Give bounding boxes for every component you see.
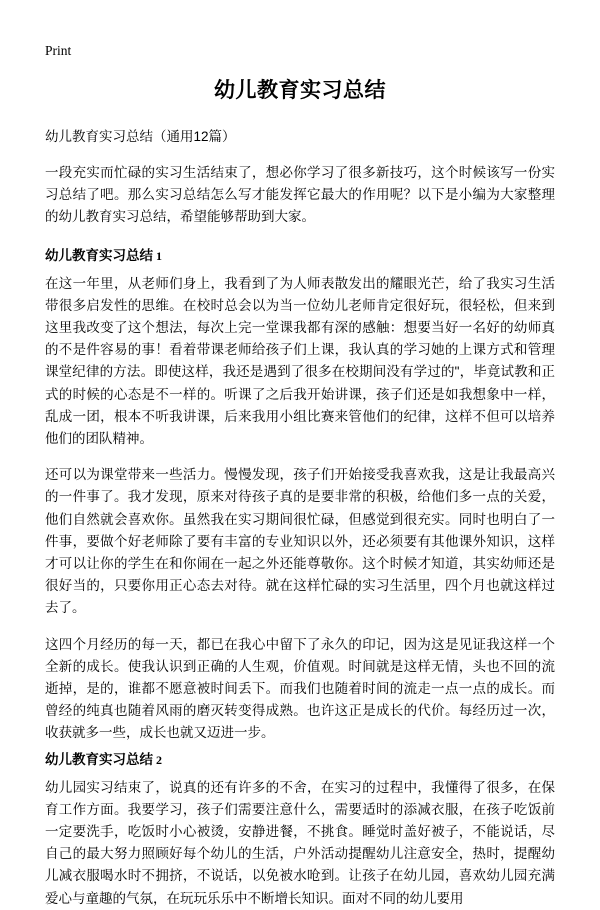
page-title: 幼儿教育实习总结 (214, 79, 386, 102)
section-2 (45, 749, 555, 910)
section-1-paragraph-1: 在这一年里，从老师们身上，我看到了为人师表散发出的耀眼光芒，给了我实习生活带很多启发性的思维。在校时总会以为当一位幼儿老师肯定很好玩，很轻松，但来到这里我改变了这个想法，每次上完一堂课我都有深的感触：想要当好一名好的幼师真的不是件容易的事！看着带课老师给孩子们上课，我认真的学习她的上课方式和管理课堂纪律的方法。即使这样，我还是遇到了很多在校期间没有学过的"，毕竟试教和正式的时候的心态是不一样的。听课了之后我开始讲课，孩子们还是如我想象中一样，乱成一团，根本不听我讲课，后来我用小组比赛来管他们的纪律，这样不但可以培养他们的团队精神。 (45, 275, 555, 447)
document-intro-paragraph: 一段充实而忙碌的实习生活结束了，想必你学习了很多新技巧，这个时候该写一份实习总结了吧。那么实习总结怎么写才能发挥它最大的作用呢？以下是小编为大家整理的幼儿教育实习总结，希望能够帮助到大家。 (45, 165, 555, 225)
print-button[interactable]: Print (45, 43, 72, 58)
section-1-heading-text: 幼儿教育实习总结 (45, 247, 153, 263)
section-1-heading-number: 1 (156, 248, 162, 263)
section-1 (45, 245, 555, 745)
section-2-paragraph-1: 幼儿园实习结束了，说真的还有许多的不舍，在实习的过程中，我懂得了很多，在保育工作方面。我要学习，孩子们需要注意什么，需要适时的添减衣服，在孩子吃饭前一定要洗手，吃饭时小心被烫，安静进餐，不挑食。睡觉时盖好被子，不能说话，尽自己的最大努力照顾好每个幼儿的生活，户外活动提醒幼儿注意安全，热时，提醒幼儿减衣服喝水时不拥挤，不说话，以免被水呛到。让孩子在幼儿园，喜欢幼儿园充满爱心与童趣的气氛，在玩玩乐乐中不断增长知识。面对不同的幼儿要用 (45, 779, 555, 906)
section-2-heading-number: 2 (156, 752, 162, 767)
document-subtitle: 幼儿教育实习总结（通用12篇） (45, 129, 236, 144)
section-1-heading (45, 245, 555, 267)
section-2-heading-text: 幼儿教育实习总结 (45, 751, 153, 767)
section-2-heading (45, 749, 555, 771)
section-1-paragraph-2: 还可以为课堂带来一些活力。慢慢发现，孩子们开始接受我喜欢我，这是让我最高兴的一件事了。我才发现，原来对待孩子真的是要非常的积极，给他们多一点的关爱，他们自然就会喜欢你。虽然我在实习期间很忙碌，但感觉到很充实。同时也明白了一件事，要做个好老师除了要有丰富的专业知识以外，还必须要有其他课外知识，这样才可以让你的学生在和你闹在一起之外还能尊敬你。这个时候才知道，其实幼师还是很好当的，只要你用正心态去对待。就在这样忙碌的实习生活里，四个月也就这样过去了。 (45, 467, 555, 616)
section-1-paragraph-3: 这四个月经历的每一天，都已在我心中留下了永久的印记，因为这是见证我这样一个全新的成长。使我认识到正确的人生观，价值观。时间就是这样无情，头也不回的流逝掉，是的，谁都不愿意被时间丢下。而我们也随着时间的流走一点一点的成长。而曾经的纯真也随着风雨的磨灭转变得成熟。也许这正是成长的代价。每经历过一次，收获就多一些，成长也就又迈进一步。 (45, 636, 555, 741)
print-toolbar (45, 0, 555, 62)
